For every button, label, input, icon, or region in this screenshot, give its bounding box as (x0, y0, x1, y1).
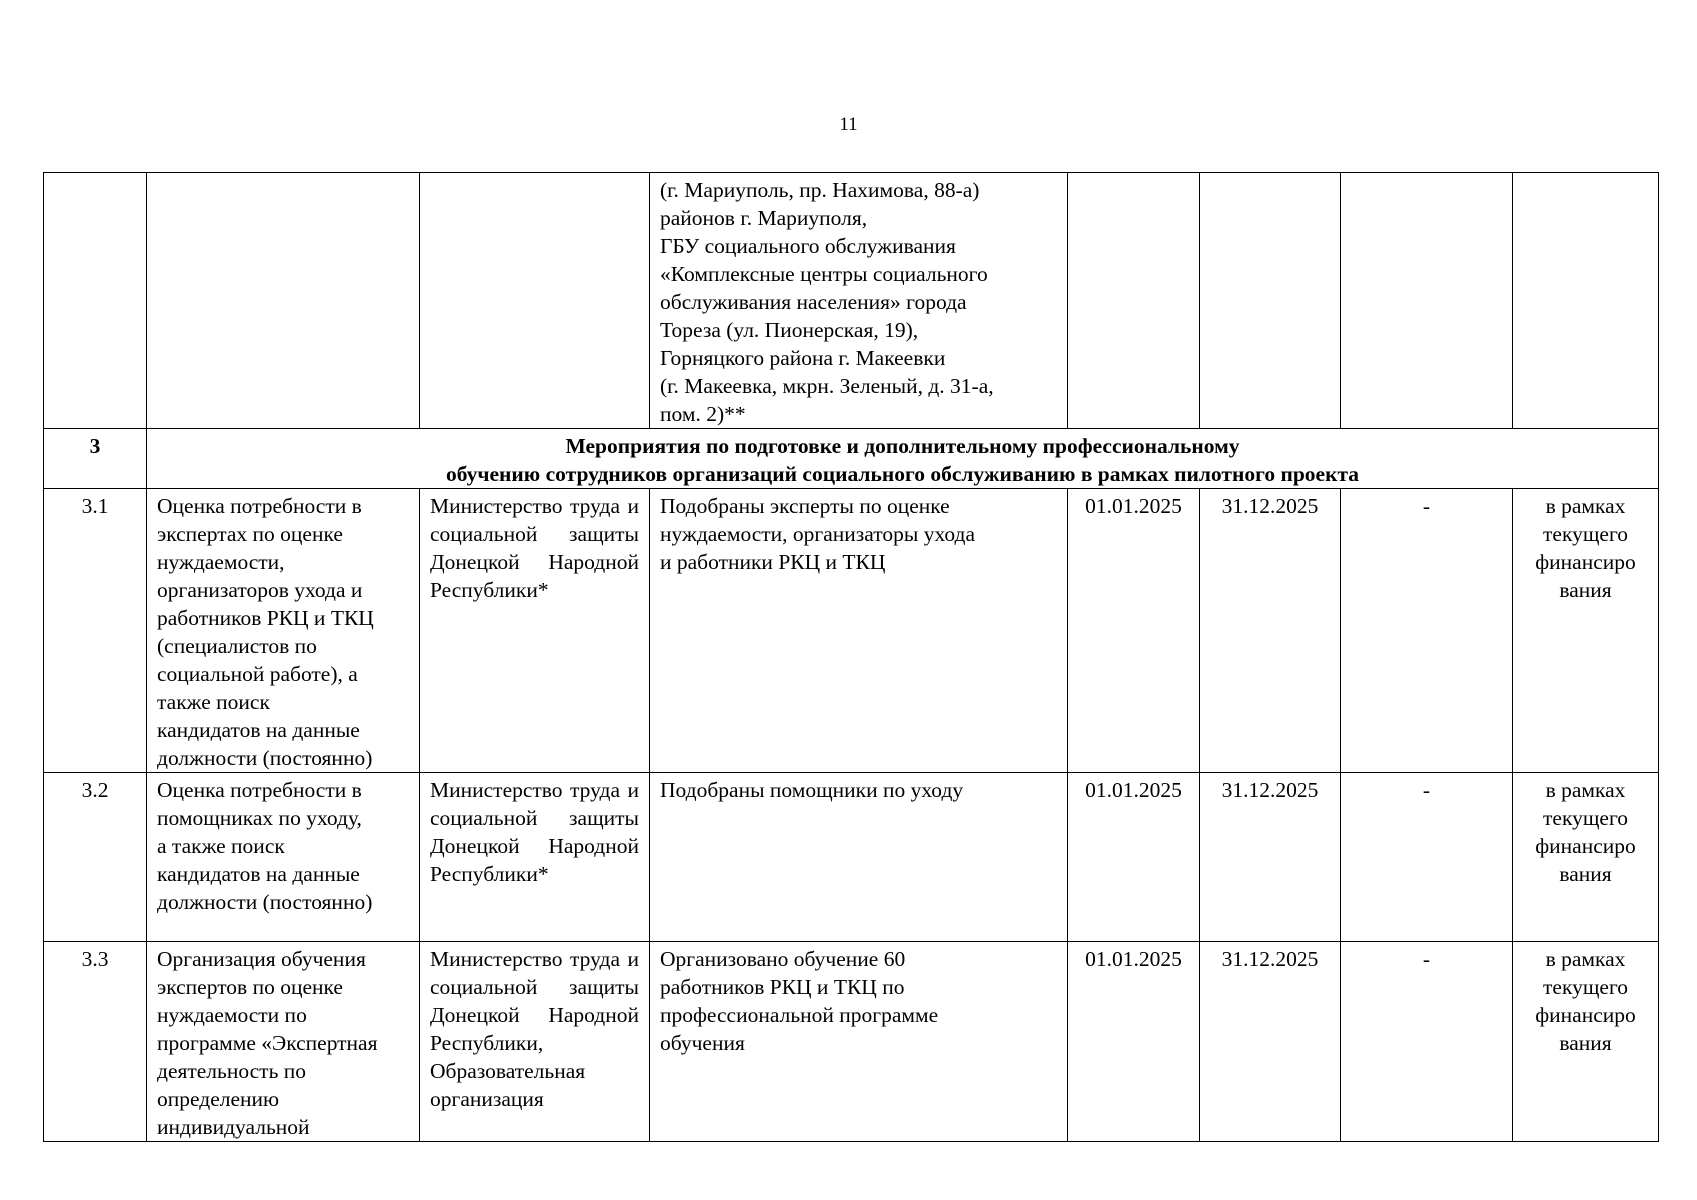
responsible-cell: Министерство труда и социальной защиты Донецкой Народной Республики* (420, 489, 650, 773)
continuation-row (44, 173, 1659, 429)
cell-empty (1341, 173, 1513, 429)
section-title (147, 429, 1659, 489)
section-title-line-1: Мероприятия по подготовке и дополнительному профессиональному (565, 434, 1240, 458)
row-number: 3.3 (44, 942, 147, 1142)
end-date-cell: 31.12.2025 (1200, 489, 1341, 773)
table-row (44, 773, 1659, 942)
table-row (44, 489, 1659, 773)
section-header-row (44, 429, 1659, 489)
cell-empty (1513, 173, 1659, 429)
cell-empty (1068, 173, 1200, 429)
cell-empty (420, 173, 650, 429)
page-number: 11 (839, 114, 858, 135)
end-date-cell: 31.12.2025 (1200, 773, 1341, 942)
plan-table (43, 172, 1659, 1142)
end-date-cell: 31.12.2025 (1200, 942, 1341, 1142)
start-date-cell: 01.01.2025 (1068, 942, 1200, 1142)
result-cell: Подобраны эксперты по оценке нуждаемости, организаторы ухода и работники РКЦ и ТКЦ (650, 489, 1068, 773)
result-cell: Подобраны помощники по уходу (650, 773, 1068, 942)
funding-source-cell: в рамках текущего финансиро вания (1513, 489, 1659, 773)
section-number: 3 (44, 429, 147, 489)
cell-empty (147, 173, 420, 429)
start-date-cell: 01.01.2025 (1068, 773, 1200, 942)
funding-source-cell: в рамках текущего финансиро вания (1513, 773, 1659, 942)
activity-cell: Оценка потребности в помощниках по уходу, а также поиск кандидатов на данные должности (постоянно) (147, 773, 420, 942)
cell-empty (1200, 173, 1341, 429)
cell-empty (44, 173, 147, 429)
responsible-cell: Министерство труда и социальной защиты Донецкой Народной Республики, Образовательная организация (420, 942, 650, 1142)
activity-cell: Оценка потребности в экспертах по оценке нуждаемости, организаторов ухода и работников РКЦ и ТКЦ (специалистов по социальной работе), а также поиск кандидатов на данные должности (постоянно) (147, 489, 420, 773)
funding-amount-cell: - (1341, 489, 1513, 773)
start-date-cell: 01.01.2025 (1068, 489, 1200, 773)
row-number: 3.1 (44, 489, 147, 773)
row-number: 3.2 (44, 773, 147, 942)
responsible-cell: Министерство труда и социальной защиты Донецкой Народной Республики* (420, 773, 650, 942)
table-row (44, 942, 1659, 1142)
result-cell: Организовано обучение 60 работников РКЦ и ТКЦ по профессиональной программе обучения (650, 942, 1068, 1142)
activity-cell: Организация обучения экспертов по оценке нуждаемости по программе «Экспертная деятельность по определению индивидуальной (147, 942, 420, 1142)
funding-source-cell: в рамках текущего финансиро вания (1513, 942, 1659, 1142)
continuation-result-cell: (г. Мариуполь, пр. Нахимова, 88-а) районов г. Мариуполя, ГБУ социального обслуживания «Комплексные центры социального обслуживания населения» города Тореза (ул. Пионерская, 19), Горняцкого района г. Макеевки (г. Макеевка, мкрн. Зеленый, д. 31-а, пом. 2)** (650, 173, 1068, 429)
funding-amount-cell: - (1341, 773, 1513, 942)
section-title-line-2: обучению сотрудников организаций социального обслуживанию в рамках пилотного проекта (445, 462, 1360, 486)
funding-amount-cell: - (1341, 942, 1513, 1142)
